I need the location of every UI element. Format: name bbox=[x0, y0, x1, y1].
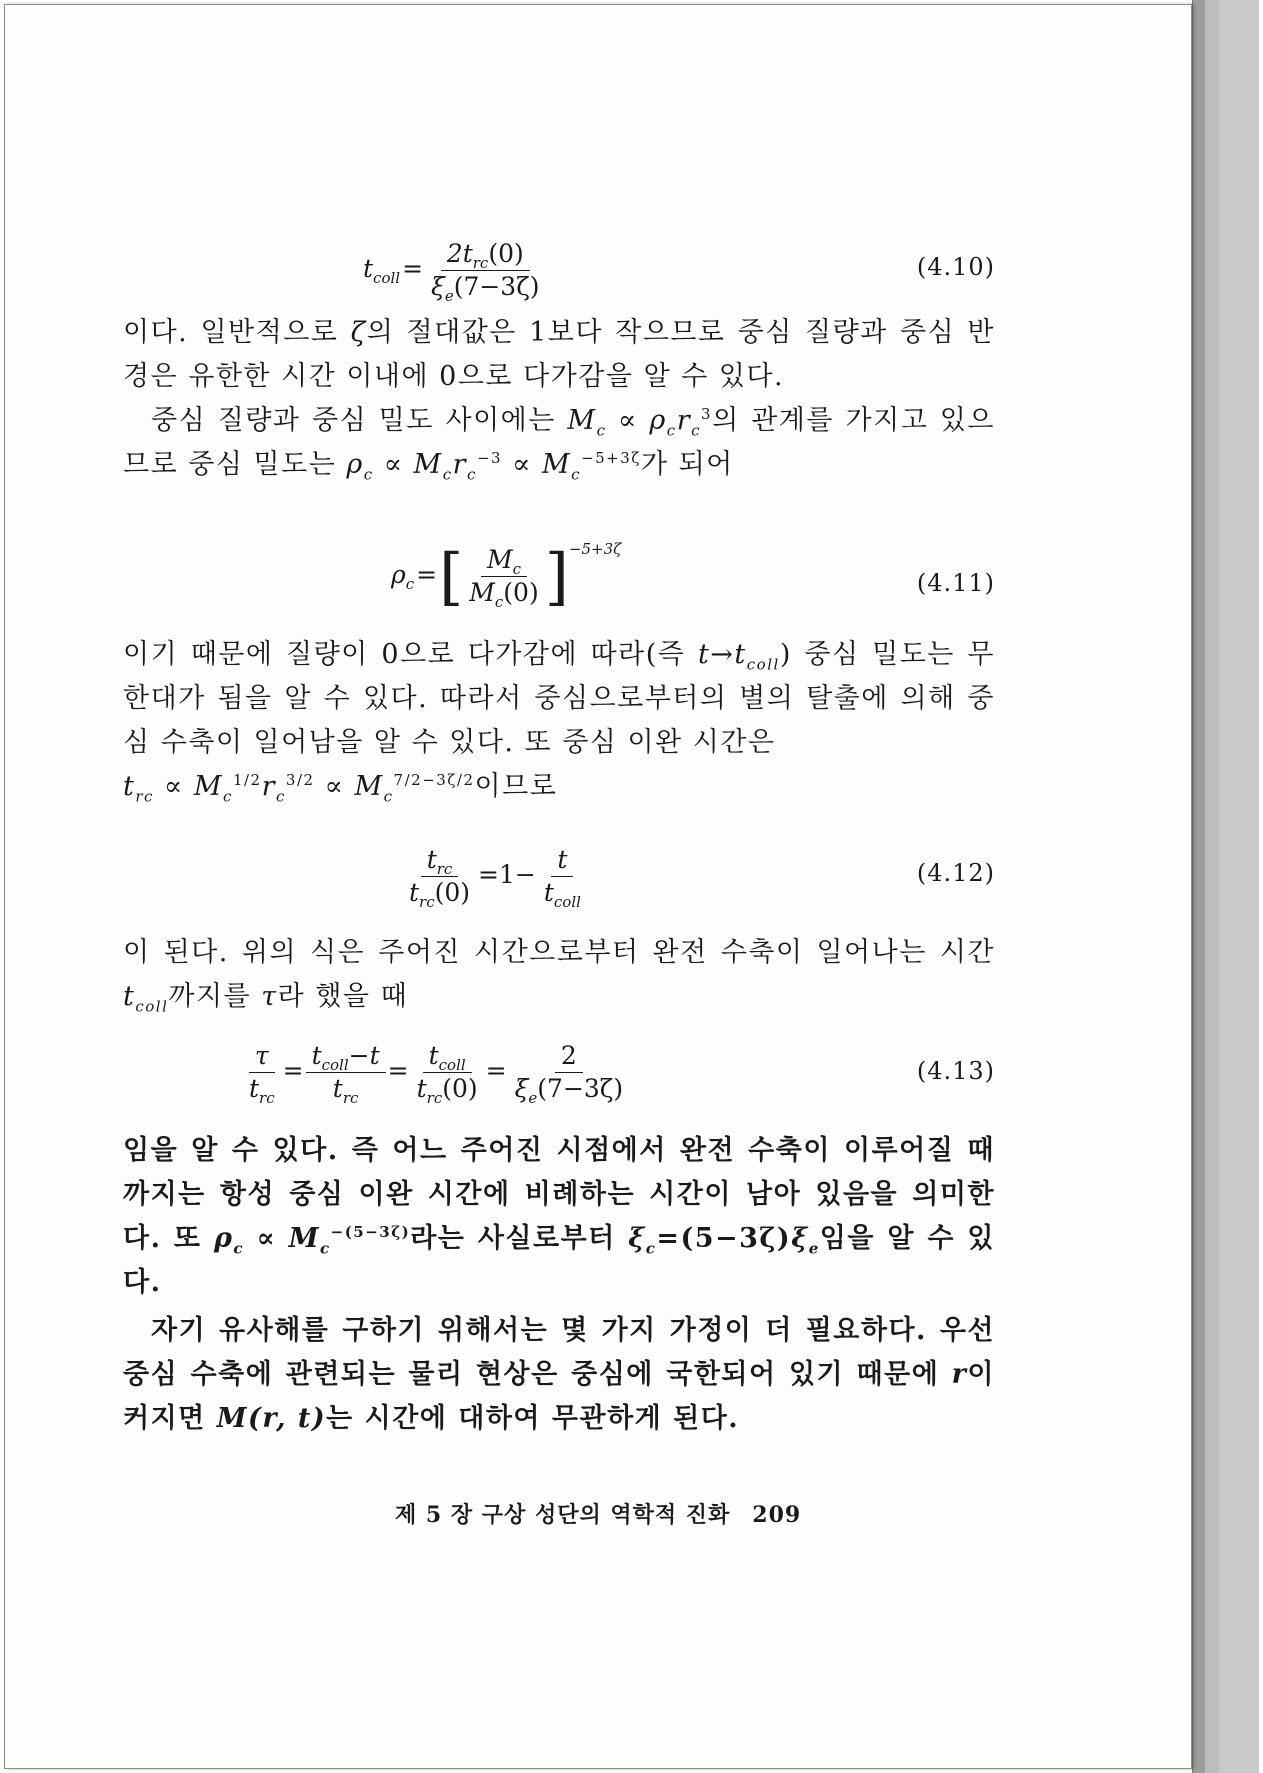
paragraph bbox=[123, 633, 995, 809]
eq-subscript: coll bbox=[321, 1056, 349, 1074]
math-subscript: c bbox=[645, 1239, 657, 1258]
math-subscript: c bbox=[276, 787, 286, 806]
math-symbol: M bbox=[413, 449, 443, 480]
text-run: 이기 때문에 질량이 0으로 다가감에 따라(즉 bbox=[123, 639, 698, 670]
math-symbol: r bbox=[676, 405, 692, 436]
eq-symbol: t bbox=[426, 845, 437, 874]
eq-symbol: (0) bbox=[434, 878, 471, 907]
math-operator: ∝ bbox=[244, 1223, 289, 1254]
math-operator: ∝ bbox=[153, 771, 194, 802]
equation-body bbox=[403, 845, 587, 911]
math-superscript: 3 bbox=[701, 405, 713, 423]
text-run: 라 했을 때 bbox=[277, 981, 409, 1012]
math-superscript: 1/2 bbox=[232, 771, 262, 789]
paragraph bbox=[123, 311, 995, 399]
math-expression: M(r, t) bbox=[216, 1403, 327, 1434]
math-subscript: c bbox=[666, 421, 677, 440]
eq-subscript: c bbox=[494, 593, 504, 611]
equation-number: (4.11) bbox=[916, 569, 995, 597]
eq-symbol: M bbox=[469, 578, 495, 607]
eq-subscript: c bbox=[405, 575, 415, 593]
math-subscript: c bbox=[571, 465, 582, 484]
running-footer bbox=[395, 1498, 801, 1529]
equation-4-12 bbox=[123, 839, 995, 919]
math-superscript: 3/2 bbox=[285, 771, 315, 789]
fraction bbox=[509, 1041, 630, 1107]
eq-subscript: c bbox=[512, 560, 521, 578]
math-operator: ∝ bbox=[373, 449, 414, 480]
text-run: 의 관계를 가지고 있으므로 중심 밀도는 bbox=[123, 405, 996, 480]
math-subscript: c bbox=[223, 787, 233, 806]
eq-symbol: 2t bbox=[446, 239, 473, 268]
math-expression: =(5−3ζ) bbox=[656, 1223, 792, 1254]
paragraph bbox=[123, 1129, 995, 1305]
math-subscript: c bbox=[363, 465, 374, 484]
eq-subscript: rc bbox=[472, 254, 489, 272]
equation-number: (4.13) bbox=[916, 1057, 995, 1085]
text-run: 이므로 bbox=[474, 771, 558, 802]
paragraph bbox=[123, 1309, 995, 1441]
math-symbol: r bbox=[951, 1359, 968, 1390]
math-symbol: t bbox=[123, 771, 136, 802]
eq-symbol: 2 bbox=[560, 1041, 577, 1070]
text-run: 의 절대값은 1보다 작으므로 중심 질량과 중심 반경은 유한한 시간 이내에 0으로 다가감을 알 수 있다. bbox=[123, 317, 995, 392]
eq-symbol: (0) bbox=[442, 1074, 478, 1103]
math-operator: ∝ bbox=[502, 449, 542, 480]
fraction bbox=[306, 1041, 386, 1107]
eq-symbol: t bbox=[409, 878, 420, 907]
math-symbol: ρ bbox=[346, 449, 364, 480]
math-symbol: M bbox=[193, 771, 224, 802]
right-bracket: ] bbox=[544, 539, 569, 613]
math-subscript: coll bbox=[135, 997, 169, 1016]
math-superscript: −(5−3ζ) bbox=[330, 1223, 411, 1241]
eq-subscript: rc bbox=[419, 893, 435, 911]
math-symbol: ζ bbox=[350, 317, 367, 348]
paragraph bbox=[123, 931, 995, 1019]
fraction bbox=[463, 545, 544, 611]
math-subscript: rc bbox=[135, 787, 154, 806]
text-run: 라는 사실로부터 bbox=[410, 1223, 629, 1254]
eq-symbol: ξ bbox=[431, 272, 445, 301]
page-stack-edge bbox=[1204, 0, 1219, 1773]
math-symbol: M bbox=[567, 405, 597, 436]
eq-symbol: τ bbox=[254, 1041, 269, 1070]
eq-subscript: coll bbox=[553, 893, 581, 911]
left-bracket: [ bbox=[439, 539, 464, 613]
equation-4-11 bbox=[123, 539, 995, 625]
page-stack-edge bbox=[1218, 0, 1259, 1773]
math-symbol: ξ bbox=[628, 1223, 646, 1254]
eq-symbol: (0) bbox=[503, 578, 539, 607]
equation-body: $t_{coll}=$ $\frac{2t_{rc}(0)}{\xi_e(7-3\zeta)}$ bbox=[363, 239, 546, 302]
eq-subscript: coll bbox=[438, 1056, 466, 1074]
math-subscript: c bbox=[319, 1239, 331, 1258]
fraction bbox=[411, 1041, 484, 1107]
eq-superscript: −5+3ζ bbox=[568, 539, 622, 558]
math-subscript: c bbox=[383, 787, 394, 806]
fraction bbox=[538, 845, 587, 911]
eq-symbol: (7−3ζ) bbox=[537, 1074, 624, 1103]
eq-subscript: coll bbox=[373, 269, 401, 287]
math-superscript: −5+3ζ bbox=[581, 449, 641, 467]
math-operator: → bbox=[710, 639, 735, 670]
eq-operator: =1− bbox=[478, 860, 536, 889]
eq-symbol: M bbox=[486, 545, 513, 574]
page-stack-edge bbox=[1192, 0, 1205, 1773]
eq-subscript: rc bbox=[436, 860, 453, 878]
fraction bbox=[403, 845, 476, 911]
text-run: 임을 알 수 있다. 즉 어느 주어진 시점에서 완전 수축이 이루어질 때까지는 항성 중심 이완 시간에 비례하는 시간이 남아 있음을 의미한다. 또 bbox=[123, 1135, 995, 1254]
eq-subscript: rc bbox=[426, 1089, 443, 1107]
equation-number: (4.12) bbox=[916, 859, 995, 887]
equation-body: $\frac{\tau}{t_{rc}}$ = $\frac{t_{coll}-t}{t_{rc}}$ = $\frac{t_{coll}}{t_{rc}(0)}$ = $\frac{2}{\xi_e(7-3\zeta)}$ bbox=[243, 1041, 629, 1104]
eq-symbol: t bbox=[557, 845, 568, 874]
math-symbol: ξ bbox=[791, 1223, 809, 1254]
text-run: 이 된다. 위의 식은 주어진 시간으로부터 완전 수축이 일어나는 시간 bbox=[123, 937, 995, 968]
eq-symbol: t bbox=[416, 1074, 427, 1103]
eq-subscript: e bbox=[528, 1089, 538, 1107]
text-run: 이다. 일반적으로 bbox=[123, 317, 351, 348]
eq-subscript: e bbox=[444, 287, 454, 305]
eq-symbol: t bbox=[428, 1041, 439, 1070]
equation-4-10 bbox=[123, 233, 995, 313]
math-superscript: −3 bbox=[476, 449, 503, 467]
chapter-title: 제 5 장 구상 성단의 역학적 진화 bbox=[395, 1502, 731, 1528]
math-operator: ∝ bbox=[606, 405, 650, 436]
book-page bbox=[4, 4, 1192, 1769]
math-subscript: c bbox=[596, 421, 607, 440]
equation-4-13 bbox=[123, 1035, 995, 1115]
eq-symbol: t bbox=[332, 1074, 343, 1103]
eq-symbol: −t bbox=[348, 1041, 380, 1070]
fraction bbox=[425, 239, 546, 305]
eq-symbol: (0) bbox=[488, 239, 524, 268]
math-symbol: M bbox=[288, 1223, 320, 1254]
text-run: 까지를 bbox=[168, 981, 262, 1012]
fraction bbox=[243, 1041, 281, 1107]
math-symbol: M bbox=[542, 449, 572, 480]
equation-number: (4.10) bbox=[916, 253, 995, 281]
eq-subscript: rc bbox=[259, 1089, 275, 1107]
math-subscript: c bbox=[442, 465, 453, 484]
eq-symbol: t bbox=[311, 1041, 322, 1070]
eq-symbol: ρ bbox=[391, 560, 406, 589]
math-subscript: c bbox=[467, 465, 477, 484]
math-symbol: t bbox=[734, 639, 747, 670]
math-subscript: c bbox=[233, 1239, 245, 1258]
text-run: 임을 알 수 있다. bbox=[123, 1223, 995, 1298]
math-symbol: ρ bbox=[213, 1223, 234, 1254]
eq-symbol: t bbox=[249, 1074, 260, 1103]
eq-symbol: ξ bbox=[514, 1074, 529, 1103]
equation-body: $\rho_c=$[ $\frac{M_c}{M_c(0)}$ ]$^{-5+3\zeta}$ bbox=[391, 539, 622, 613]
page-number: 209 bbox=[752, 1502, 802, 1528]
math-operator: ∝ bbox=[314, 771, 355, 802]
math-symbol: t bbox=[123, 981, 136, 1012]
math-symbol: t bbox=[697, 639, 711, 670]
eq-symbol: t bbox=[363, 254, 374, 283]
text-run: 이 커지면 bbox=[123, 1359, 995, 1434]
eq-symbol: (7−3ζ) bbox=[453, 272, 540, 301]
math-subscript: e bbox=[808, 1239, 820, 1258]
math-subscript: coll bbox=[746, 655, 780, 674]
eq-subscript: rc bbox=[342, 1089, 359, 1107]
math-symbol: ρ bbox=[649, 405, 667, 436]
text-run: ) 중심 밀도는 무한대가 됨을 알 수 있다. 따라서 중심으로부터의 별의 탈출에 의해 중심 수축이 일어남을 알 수 있다. 또 중심 이완 시간은 bbox=[123, 639, 995, 758]
math-symbol: M bbox=[354, 771, 384, 802]
math-symbol: r bbox=[261, 771, 276, 802]
text-run: 가 되어 bbox=[640, 449, 734, 480]
math-symbol: r bbox=[452, 449, 468, 480]
math-superscript: 7/2−3ζ/2 bbox=[393, 771, 475, 789]
text-run: 는 시간에 대하여 무관하게 된다. bbox=[326, 1403, 740, 1434]
math-subscript: c bbox=[691, 421, 702, 440]
text-run: 중심 질량과 중심 밀도 사이에는 bbox=[151, 405, 568, 436]
text-run: 자기 유사해를 구하기 위해서는 몇 가지 가정이 더 필요하다. 우선 중심 수축에 관련되는 물리 현상은 중심에 국한되어 있기 때문에 bbox=[123, 1315, 995, 1390]
paragraph bbox=[123, 399, 995, 487]
eq-symbol: t bbox=[543, 878, 554, 907]
math-symbol: τ bbox=[261, 981, 278, 1012]
